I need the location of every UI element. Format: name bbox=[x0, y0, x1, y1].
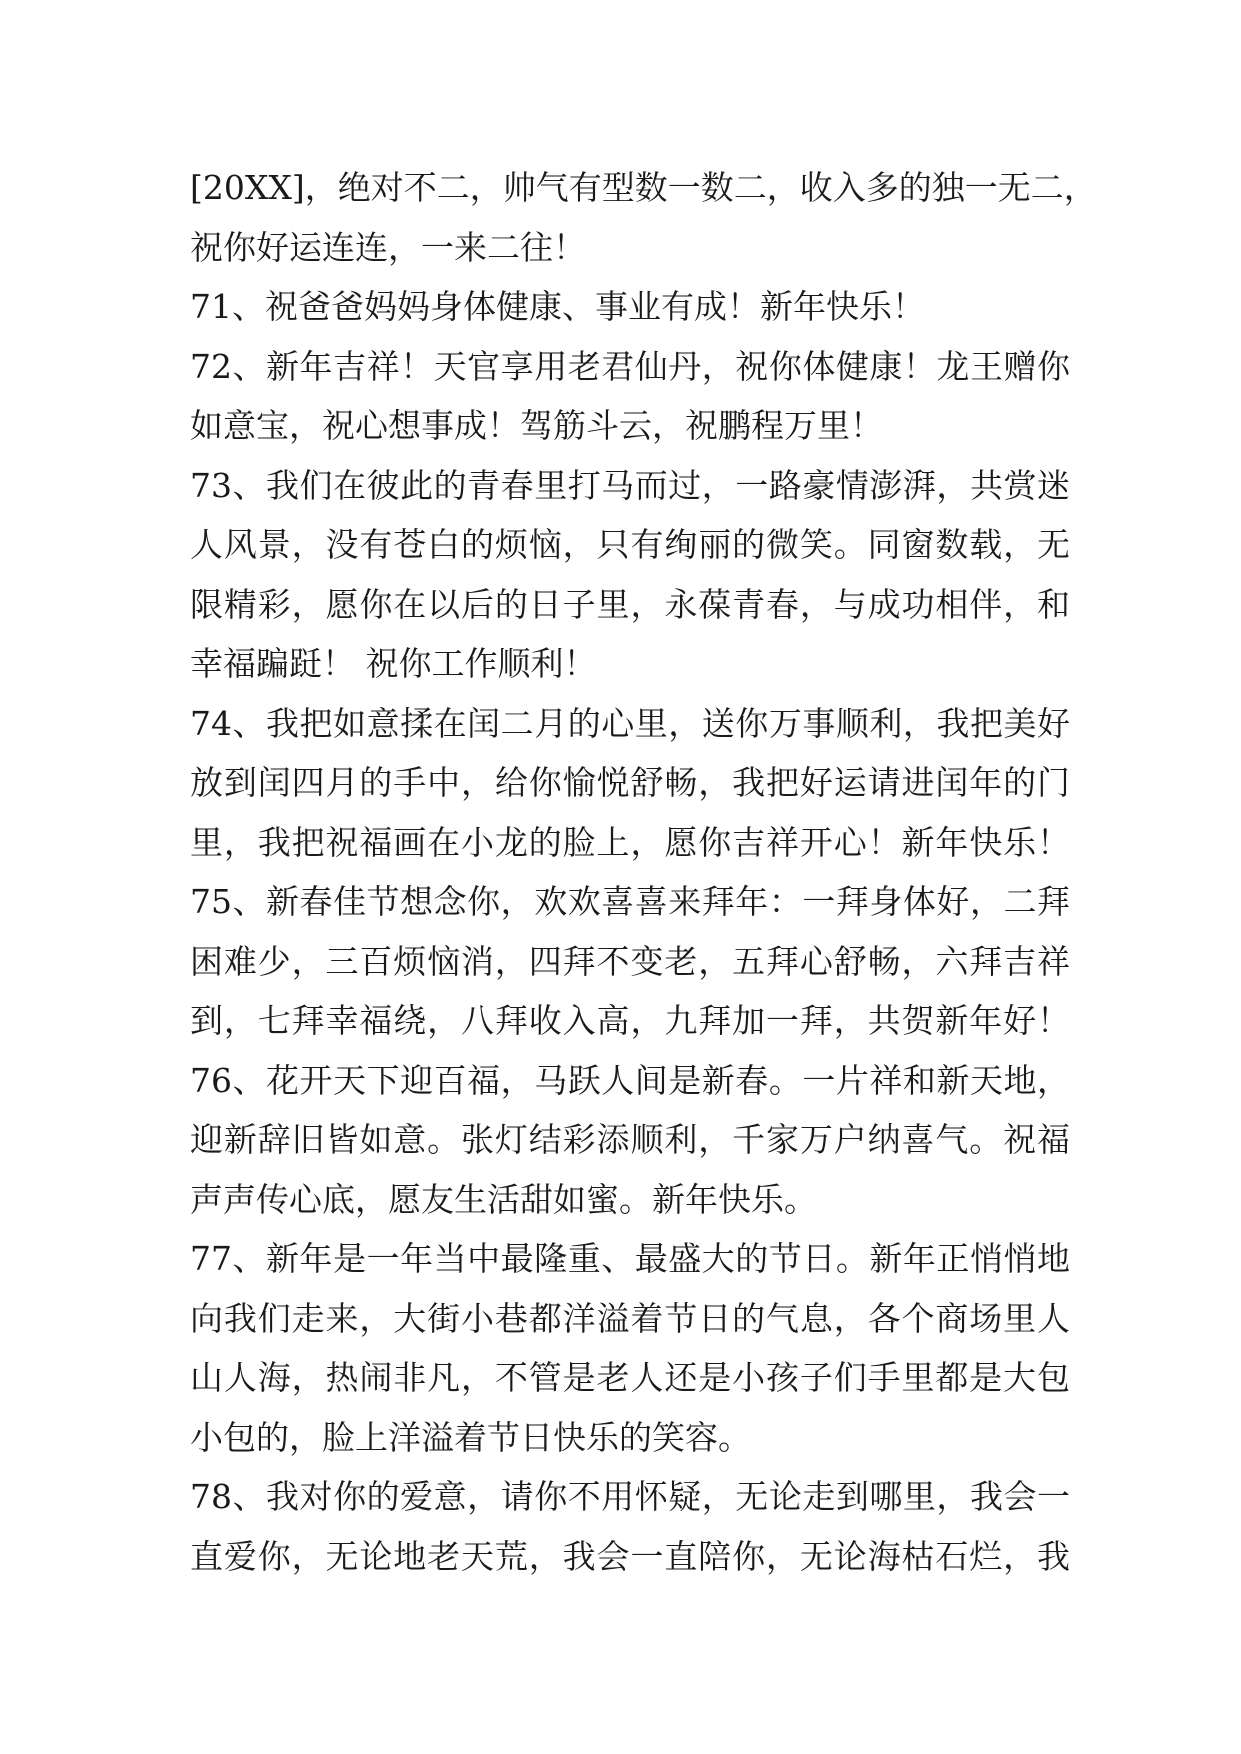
text-line: 困难少，三百烦恼消，四拜不变老，五拜心舒畅，六拜吉祥 bbox=[190, 941, 1070, 981]
text-line: 迎新辞旧皆如意。张灯结彩添顺利，千家万户纳喜气。祝福 bbox=[190, 1120, 1070, 1159]
text-line: 75、新春佳节想念你，欢欢喜喜来拜年：一拜身体好，二拜 bbox=[190, 882, 1070, 921]
text-line: 放到闰四月的手中，给你愉悦舒畅，我把好运请进闰年的门 bbox=[190, 763, 1070, 802]
text-line: [20XX]，绝对不二，帅气有型数一数二，收入多的独一无二， bbox=[190, 168, 1097, 207]
text-line: 72、新年吉祥！天官享用老君仙丹，祝你体健康！龙王赠你 bbox=[190, 346, 1070, 386]
text-line: 限精彩，愿你在以后的日子里，永葆青春，与成功相伴，和 bbox=[190, 584, 1070, 624]
text-line: 76、花开天下迎百福，马跃人间是新春。一片祥和新天地， bbox=[190, 1060, 1070, 1100]
text-line: 山人海，热闹非凡，不管是老人还是小孩子们手里都是大包 bbox=[190, 1358, 1070, 1397]
text-line: 73、我们在彼此的青春里打马而过，一路豪情澎湃，共赏迷 bbox=[190, 465, 1070, 505]
text-line: 如意宝，祝心想事成！驾筋斗云，祝鹏程万里！ bbox=[190, 406, 883, 445]
text-line: 人风景，没有苍白的烦恼，只有绚丽的微笑。同窗数载，无 bbox=[190, 525, 1070, 564]
text-line: 里，我把祝福画在小龙的脸上，愿你吉祥开心！新年快乐！ bbox=[190, 822, 1070, 862]
text-line: 直爱你，无论地老天荒，我会一直陪你，无论海枯石烂，我 bbox=[190, 1536, 1070, 1576]
text-line: 祝你好运连连，一来二往！ bbox=[190, 227, 586, 267]
text-line: 71、祝爸爸妈妈身体健康、事业有成！新年快乐！ bbox=[190, 287, 925, 326]
text-line: 小包的，脸上洋溢着节日快乐的笑容。 bbox=[190, 1417, 751, 1457]
text-line: 77、新年是一年当中最隆重、最盛大的节日。新年正悄悄地 bbox=[190, 1239, 1070, 1278]
document-body bbox=[190, 158, 1097, 1586]
text-line: 到，七拜幸福绕，八拜收入高，九拜加一拜，共贺新年好！ bbox=[190, 1001, 1070, 1040]
text-line: 幸福蹁跹！ 祝你工作顺利！ bbox=[190, 644, 597, 683]
text-line: 78、我对你的爱意，请你不用怀疑，无论走到哪里，我会一 bbox=[190, 1477, 1070, 1516]
text-line: 74、我把如意揉在闰二月的心里，送你万事顺利，我把美好 bbox=[190, 703, 1070, 743]
text-line: 声声传心底，愿友生活甜如蜜。新年快乐。 bbox=[190, 1179, 817, 1219]
text-line: 向我们走来，大街小巷都洋溢着节日的气息，各个商场里人 bbox=[190, 1298, 1070, 1338]
